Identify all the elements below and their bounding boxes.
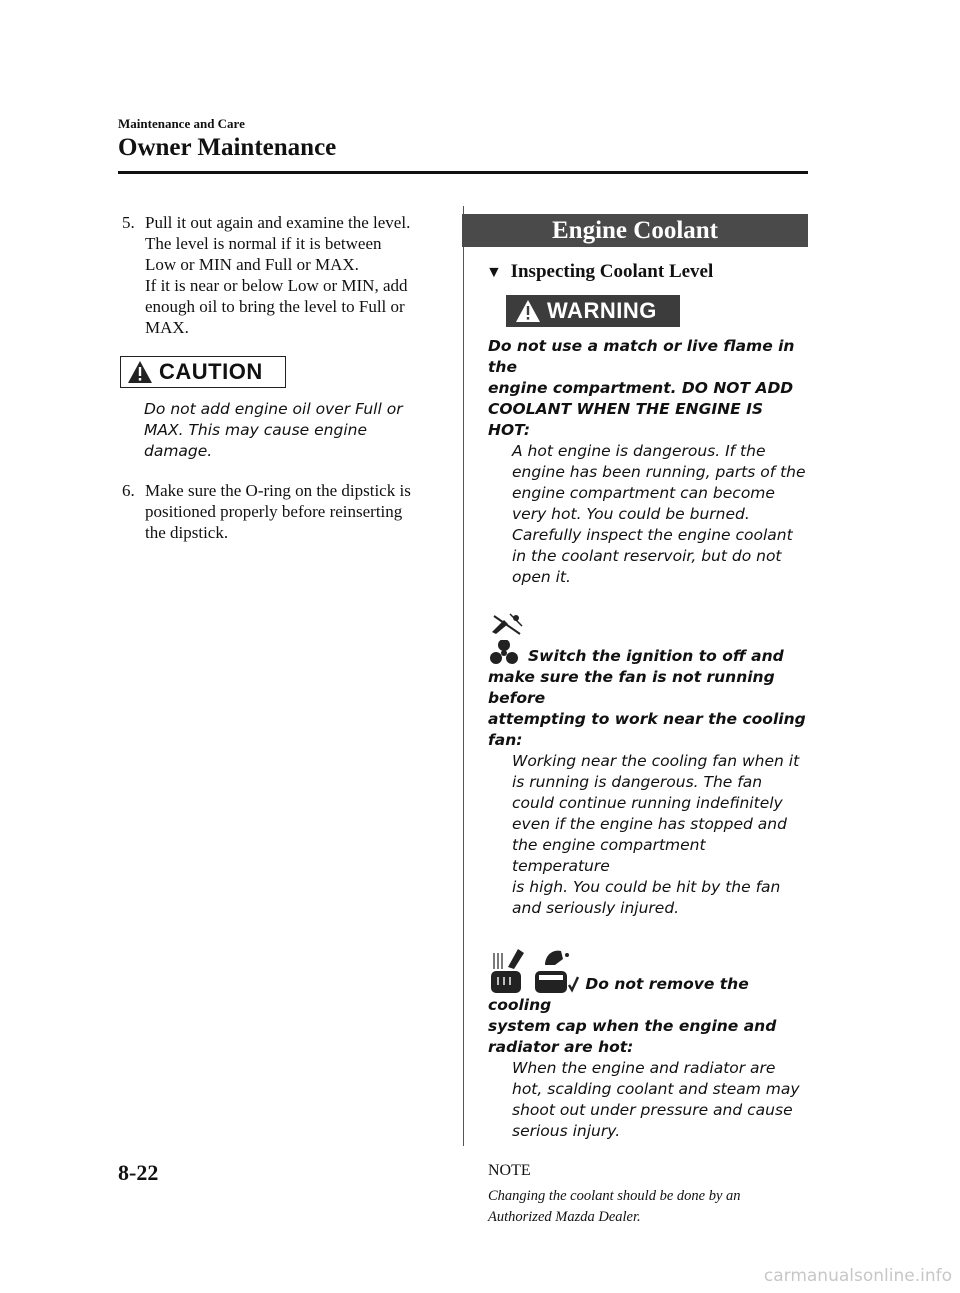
warning-body: very hot. You could be burned. bbox=[512, 505, 750, 523]
subheading-text: Inspecting Coolant Level bbox=[510, 261, 714, 282]
step-number: 6. bbox=[122, 481, 135, 500]
warning-body: A hot engine is dangerous. If the bbox=[512, 442, 766, 460]
warning-lead: attempting to work near the cooling bbox=[488, 710, 806, 728]
step-line: If it is near or below Low or MIN, add bbox=[145, 276, 408, 295]
warning-item-radiator bbox=[488, 945, 808, 1142]
warning-label bbox=[506, 295, 680, 327]
section-label: Maintenance and Care bbox=[118, 116, 245, 131]
note-body bbox=[488, 1186, 808, 1228]
warning-body: serious injury. bbox=[512, 1122, 621, 1140]
warning-triangle-icon bbox=[515, 299, 541, 323]
warning-lead bbox=[488, 640, 808, 667]
header-rule bbox=[118, 171, 808, 174]
warning-lead: COOLANT WHEN THE ENGINE IS HOT: bbox=[488, 400, 764, 439]
step-line: positioned properly before reinserting bbox=[145, 502, 403, 521]
caution-line: damage. bbox=[144, 442, 213, 460]
warning-body: hot, scalding coolant and steam may bbox=[512, 1080, 800, 1098]
warning-block bbox=[506, 295, 808, 328]
warning-lead: engine compartment. DO NOT ADD bbox=[488, 379, 794, 397]
warning-body: and seriously injured. bbox=[512, 899, 680, 917]
note-line: Changing the coolant should be done by an bbox=[488, 1188, 741, 1204]
warning-item-fan bbox=[488, 612, 808, 919]
warning-body: in the coolant reservoir, but do not bbox=[512, 547, 782, 565]
subheading bbox=[486, 261, 808, 283]
warning-label-text: WARNING bbox=[547, 298, 657, 323]
warning-lead: system cap when the engine and bbox=[488, 1017, 777, 1035]
warning-body: Working near the cooling fan when it bbox=[512, 752, 800, 770]
note-line: Authorized Mazda Dealer. bbox=[488, 1209, 641, 1225]
warning-triangle-icon bbox=[127, 360, 153, 384]
warning-lead: fan: bbox=[488, 731, 523, 749]
section-banner: Engine Coolant bbox=[462, 214, 808, 247]
warning-lead: radiator are hot: bbox=[488, 1038, 634, 1056]
warning-body: is high. You could be hit by the fan bbox=[512, 878, 781, 896]
step-line: Make sure the O-ring on the dipstick is bbox=[145, 481, 411, 500]
step-6 bbox=[122, 480, 442, 543]
warning-body: engine compartment can become bbox=[512, 484, 775, 502]
fan-icon bbox=[488, 640, 520, 666]
warning-body: When the engine and radiator are bbox=[512, 1059, 776, 1077]
caution-label bbox=[120, 356, 286, 388]
step-line: The level is normal if it is between bbox=[145, 234, 382, 253]
step-line: MAX. bbox=[145, 318, 189, 337]
reservoir-check-icon bbox=[533, 945, 579, 995]
caution-text bbox=[144, 399, 434, 462]
warning-lead: make sure the fan is not running before bbox=[488, 668, 775, 707]
column-divider bbox=[463, 206, 464, 1146]
warning-body: open it. bbox=[512, 568, 571, 586]
caution-line: MAX. This may cause engine bbox=[144, 421, 367, 439]
step-line: Low or MIN and Full or MAX. bbox=[145, 255, 359, 274]
step-line: the dipstick. bbox=[145, 523, 229, 542]
warning-body: could continue running indefinitely bbox=[512, 794, 783, 812]
page-title: Owner Maintenance bbox=[118, 134, 337, 161]
note-title: NOTE bbox=[488, 1162, 531, 1179]
caution-label-text: CAUTION bbox=[159, 359, 263, 384]
caution-line: Do not add engine oil over Full or bbox=[144, 400, 403, 418]
step-number: 5. bbox=[122, 213, 135, 232]
warning-body: engine has been running, parts of the bbox=[512, 463, 806, 481]
step-line: enough oil to bring the level to Full or bbox=[145, 297, 405, 316]
warning-lead: Do not use a match or live flame in the bbox=[488, 337, 795, 376]
warning-lead-first: Do not remove the cooling bbox=[488, 975, 749, 1014]
step-line: Pull it out again and examine the level. bbox=[145, 213, 411, 232]
caution-block bbox=[120, 356, 442, 462]
warning-body: shoot out under pressure and cause bbox=[512, 1101, 793, 1119]
no-hands-fan-icon bbox=[490, 612, 526, 636]
step-5 bbox=[122, 212, 442, 338]
warning-body: the engine compartment temperature bbox=[512, 836, 706, 875]
subheading-marker: ▼ bbox=[486, 264, 502, 281]
warning-body: Carefully inspect the engine coolant bbox=[512, 526, 793, 544]
warning-body: even if the engine has stopped and bbox=[512, 815, 787, 833]
warning-lead-first: Switch the ignition to off and bbox=[528, 647, 784, 665]
page-number: 8-22 bbox=[118, 1160, 159, 1185]
warning-lead bbox=[488, 945, 808, 1016]
hot-reservoir-icon bbox=[488, 945, 528, 995]
right-column bbox=[488, 214, 808, 1228]
warning-body: is running is dangerous. The fan bbox=[512, 773, 763, 791]
left-column bbox=[122, 212, 442, 553]
watermark: carmanualsonline.info bbox=[763, 1266, 952, 1286]
warning-item-flame bbox=[488, 336, 808, 588]
